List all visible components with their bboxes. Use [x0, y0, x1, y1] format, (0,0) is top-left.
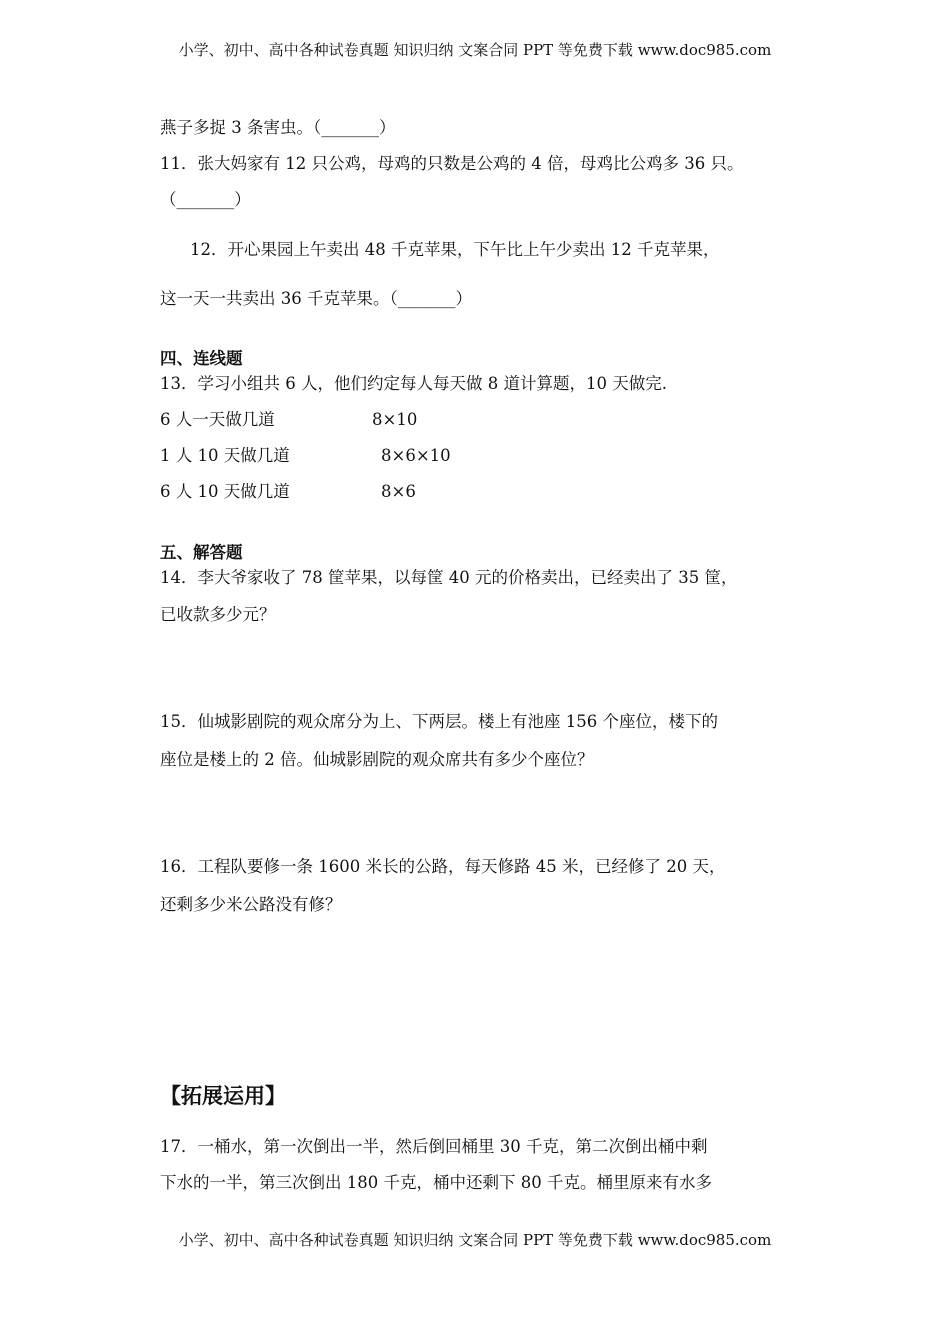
match-left-3: 6 人 10 天做几道: [160, 482, 290, 501]
question-14-line-1: 14．李大爷家收了 78 筐苹果，以每筐 40 元的价格卖出，已经卖出了 35 筐，: [160, 568, 738, 587]
question-11-answer-blank: （_______）: [160, 190, 251, 209]
question-15-line-2: 座位是楼上的 2 倍。仙城影剧院的观众席共有多少个座位？: [160, 750, 594, 769]
page-header: 小学、初中、高中各种试卷真题 知识归纳 文案合同 PPT 等免费下载 www.doc985.com: [178, 41, 772, 59]
page-footer: 小学、初中、高中各种试卷真题 知识归纳 文案合同 PPT 等免费下载 www.doc985.com: [178, 1231, 772, 1249]
question-13-text: 13．学习小组共 6 人，他们约定每人每天做 8 道计算题，10 天做完.: [160, 374, 667, 393]
match-left-1: 6 人一天做几道: [160, 410, 275, 429]
section-5-title: 五、解答题: [160, 543, 243, 562]
question-11-line-1: 11．张大妈家有 12 只公鸡，母鸡的只数是公鸡的 4 倍，母鸡比公鸡多 36 只。: [160, 154, 744, 173]
section-4-title: 四、连线题: [160, 349, 243, 368]
match-right-1: 8×10: [372, 410, 418, 429]
match-left-2: 1 人 10 天做几道: [160, 446, 290, 465]
question-12-line-2: 这一天一共卖出 36 千克苹果。（_______）: [160, 289, 472, 308]
question-16-line-1: 16．工程队要修一条 1600 米长的公路，每天修路 45 米，已经修了 20 天，: [160, 857, 726, 876]
question-17-line-1: 17．一桶水，第一次倒出一半，然后倒回桶里 30 千克，第二次倒出桶中剩: [160, 1137, 708, 1156]
question-17-line-2: 下水的一半，第三次倒出 180 千克，桶中还剩下 80 千克。桶里原来有水多: [160, 1173, 712, 1192]
extension-title: 【拓展运用】: [160, 1084, 286, 1108]
match-right-3: 8×6: [381, 482, 416, 501]
question-10-tail: 燕子多捉 3 条害虫。（_______）: [160, 118, 396, 137]
question-16-line-2: 还剩多少米公路没有修？: [160, 895, 342, 914]
match-right-2: 8×6×10: [381, 446, 451, 465]
question-12-line-1: 12．开心果园上午卖出 48 千克苹果，下午比上午少卖出 12 千克苹果，: [190, 240, 720, 259]
question-15-line-1: 15．仙城影剧院的观众席分为上、下两层。楼上有池座 156 个座位，楼下的: [160, 712, 718, 731]
question-14-line-2: 已收款多少元？: [160, 605, 276, 624]
